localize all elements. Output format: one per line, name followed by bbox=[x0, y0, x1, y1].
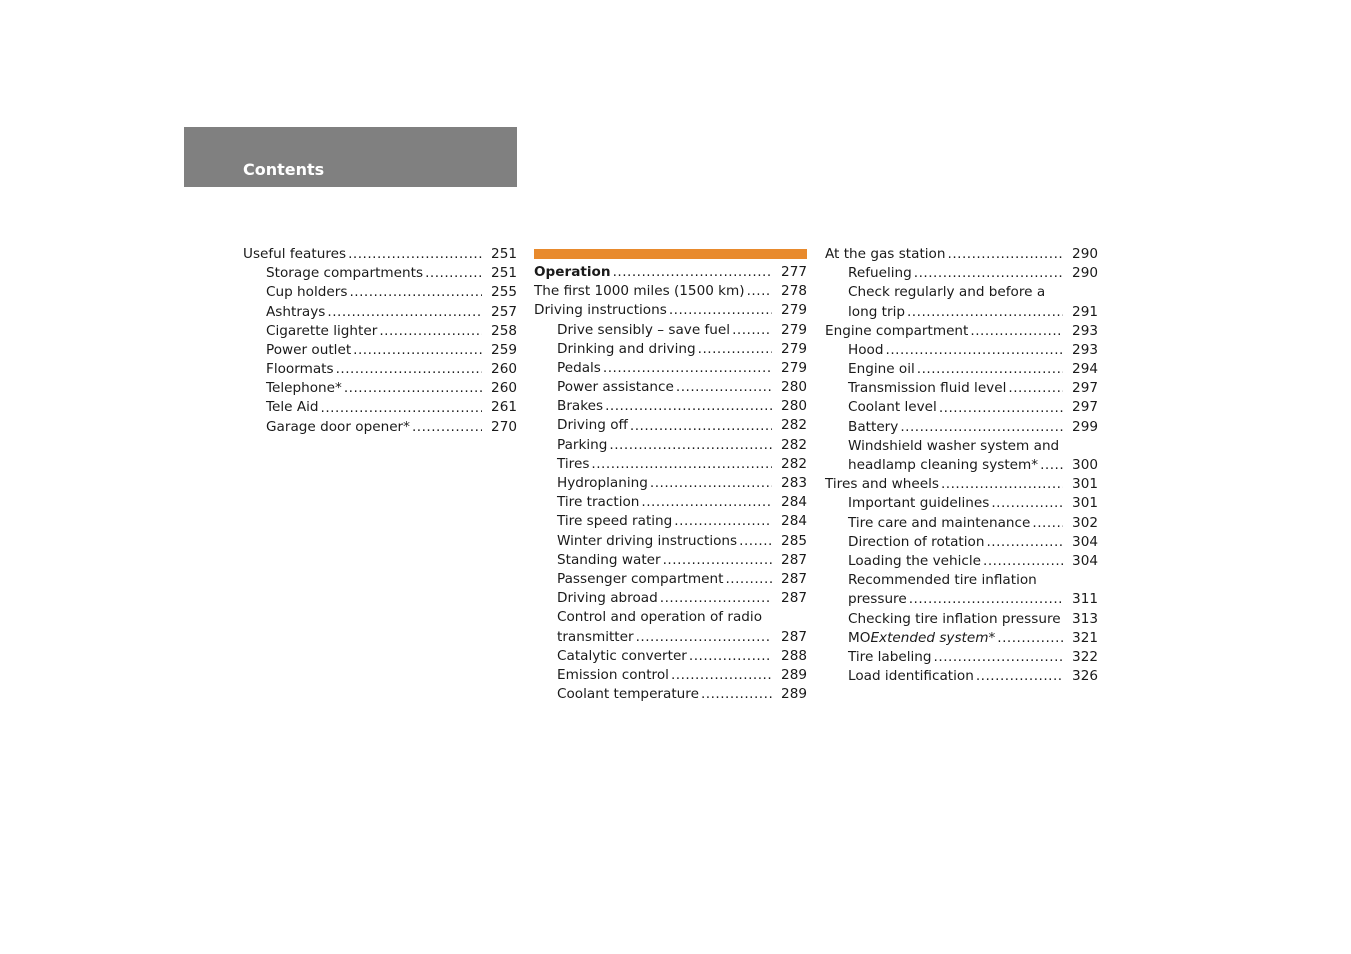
toc-entry[interactable] bbox=[825, 322, 1098, 341]
toc-entry[interactable] bbox=[534, 608, 807, 627]
toc-entry-label: Driving abroad bbox=[557, 590, 658, 607]
toc-entry-label: Cigarette lighter bbox=[266, 322, 378, 339]
toc-entry[interactable] bbox=[534, 417, 807, 436]
toc-leader-dots bbox=[636, 628, 772, 647]
toc-entry-label: Catalytic converter bbox=[557, 647, 687, 664]
toc-leader-dots bbox=[425, 264, 482, 283]
toc-entry-page: 299 bbox=[1072, 418, 1098, 435]
toc-entry-label: Engine oil bbox=[848, 361, 915, 378]
toc-entry-label: Operation bbox=[534, 263, 611, 280]
toc-leader-dots bbox=[914, 264, 1063, 283]
toc-leader-dots bbox=[609, 436, 772, 455]
toc-entry-page: 251 bbox=[491, 245, 517, 262]
toc-entry[interactable] bbox=[534, 359, 807, 378]
toc-entry-label: Cup holders bbox=[266, 284, 348, 301]
toc-entry-label: pressure bbox=[848, 591, 907, 608]
toc-entry-page: 279 bbox=[781, 359, 807, 376]
toc-entry-label: Parking bbox=[557, 436, 608, 453]
toc-entry[interactable] bbox=[825, 360, 1098, 379]
header-bar bbox=[184, 127, 517, 187]
toc-entry-page: 321 bbox=[1072, 629, 1098, 646]
toc-entry[interactable] bbox=[243, 264, 517, 283]
toc-entry[interactable] bbox=[825, 283, 1098, 302]
toc-entry-label: Tires bbox=[557, 455, 590, 472]
toc-entry-label: The first 1000 miles (1500 km) bbox=[534, 283, 745, 300]
toc-entry[interactable] bbox=[534, 301, 807, 320]
toc-entry-label: Brakes bbox=[557, 398, 604, 415]
toc-entry[interactable] bbox=[534, 263, 807, 282]
toc-leader-dots bbox=[327, 303, 482, 322]
toc-leader-dots bbox=[886, 341, 1064, 360]
toc-leader-dots bbox=[671, 666, 772, 685]
toc-entry-label: Tire traction bbox=[557, 494, 640, 511]
toc-entry[interactable] bbox=[534, 589, 807, 608]
toc-leader-dots bbox=[321, 399, 482, 418]
toc-entry-label: Pedals bbox=[557, 359, 601, 376]
toc-leader-dots bbox=[698, 340, 772, 359]
toc-entry[interactable] bbox=[534, 436, 807, 455]
toc-leader-dots bbox=[997, 629, 1063, 648]
toc-entry-label: Telephone* bbox=[266, 380, 342, 397]
toc-leader-dots bbox=[676, 378, 772, 397]
toc-leader-dots bbox=[353, 341, 482, 360]
toc-entry-label: Floormats bbox=[266, 361, 334, 378]
toc-entry[interactable] bbox=[534, 493, 807, 512]
toc-entry-page: 255 bbox=[491, 284, 517, 301]
toc-entry-label: Emission control bbox=[557, 666, 669, 683]
toc-entry-page: 259 bbox=[491, 341, 517, 358]
section-accent-bar bbox=[534, 249, 807, 259]
toc-entry-page: 251 bbox=[491, 265, 517, 282]
toc-entry-label: Refueling bbox=[848, 265, 912, 282]
toc-leader-dots bbox=[641, 493, 772, 512]
toc-entry-label: Driving instructions bbox=[534, 302, 667, 319]
toc-leader-dots bbox=[1032, 514, 1063, 533]
toc-leader-dots bbox=[900, 418, 1063, 437]
toc-leader-dots bbox=[348, 245, 482, 264]
toc-entry-page: 289 bbox=[781, 666, 807, 683]
toc-entry-page: 293 bbox=[1072, 341, 1098, 358]
toc-entry[interactable] bbox=[534, 628, 807, 647]
toc-entry-label: Drinking and driving bbox=[557, 340, 696, 357]
toc-entry-label: Drive sensibly – save fuel bbox=[557, 321, 731, 338]
toc-entry[interactable] bbox=[534, 647, 807, 666]
toc-entry[interactable] bbox=[534, 378, 807, 397]
toc-entry-page: 261 bbox=[491, 399, 517, 416]
toc-leader-dots bbox=[689, 647, 772, 666]
toc-entry-page: 282 bbox=[781, 436, 807, 453]
toc-entry[interactable] bbox=[825, 379, 1098, 398]
toc-entry[interactable] bbox=[243, 283, 517, 302]
toc-entry[interactable] bbox=[534, 666, 807, 685]
toc-entry-label: Windshield washer system and bbox=[848, 437, 1060, 454]
toc-column-1 bbox=[243, 245, 517, 437]
toc-leader-dots bbox=[917, 360, 1063, 379]
toc-leader-dots bbox=[948, 245, 1064, 264]
toc-entry-page: 258 bbox=[491, 322, 517, 339]
toc-entry-label: Power outlet bbox=[266, 341, 352, 358]
toc-entry[interactable] bbox=[534, 685, 807, 704]
toc-entry[interactable] bbox=[243, 341, 517, 360]
toc-entry-label: Tire care and maintenance bbox=[848, 514, 1031, 531]
toc-entry-page: 297 bbox=[1072, 399, 1098, 416]
toc-entry[interactable] bbox=[825, 610, 1098, 629]
toc-entry-label: Driving off bbox=[557, 417, 628, 434]
toc-entry-label: Hood bbox=[848, 341, 884, 358]
toc-entry-label-italic: Extended system bbox=[870, 629, 989, 646]
toc-leader-dots bbox=[603, 359, 772, 378]
toc-entry-page: 282 bbox=[781, 417, 807, 434]
toc-entry-label-suffix: * bbox=[988, 629, 996, 646]
toc-entry[interactable] bbox=[825, 475, 1098, 494]
toc-entry-page: 300 bbox=[1072, 457, 1098, 474]
toc-entry-page: 287 bbox=[781, 628, 807, 645]
toc-entry-label: Check regularly and before a bbox=[848, 284, 1046, 301]
toc-entry[interactable] bbox=[243, 418, 517, 437]
toc-leader-dots bbox=[663, 551, 772, 570]
toc-entry[interactable] bbox=[825, 303, 1098, 322]
toc-entry[interactable] bbox=[825, 552, 1098, 571]
toc-leader-dots bbox=[939, 399, 1063, 418]
toc-entry[interactable] bbox=[243, 303, 517, 322]
toc-entry-page: 289 bbox=[781, 686, 807, 703]
toc-entry-page: 279 bbox=[781, 340, 807, 357]
toc-entry[interactable] bbox=[825, 399, 1098, 418]
toc-entry-label: Important guidelines bbox=[848, 495, 990, 512]
toc-entry[interactable] bbox=[825, 437, 1098, 456]
toc-entry[interactable] bbox=[825, 456, 1098, 475]
toc-entry-page: 270 bbox=[491, 418, 517, 435]
toc-entry-page: 297 bbox=[1072, 380, 1098, 397]
toc-entry-page: 280 bbox=[781, 379, 807, 396]
toc-leader-dots bbox=[941, 475, 1063, 494]
toc-entry-page: 290 bbox=[1072, 245, 1098, 262]
toc-entry-label: Useful features bbox=[243, 245, 347, 262]
toc-entry-page: 301 bbox=[1072, 476, 1098, 493]
toc-entry-page: 279 bbox=[781, 321, 807, 338]
toc-leader-dots bbox=[907, 303, 1063, 322]
toc-entry-label: Ashtrays bbox=[266, 303, 326, 320]
toc-entry-label: Control and operation of radio bbox=[557, 609, 763, 626]
page-title: Contents bbox=[243, 160, 325, 179]
toc-entry-label: Coolant temperature bbox=[557, 686, 699, 703]
toc-entry[interactable] bbox=[825, 590, 1098, 609]
toc-entry-label: Passenger compartment bbox=[557, 570, 724, 587]
toc-column-2 bbox=[534, 263, 807, 704]
toc-entry-page: 278 bbox=[781, 283, 807, 300]
toc-leader-dots bbox=[1008, 379, 1063, 398]
toc-entry[interactable] bbox=[534, 474, 807, 493]
toc-entry-page: 311 bbox=[1072, 591, 1098, 608]
toc-entry[interactable] bbox=[534, 397, 807, 416]
toc-entry-label: Checking tire inflation pressure bbox=[848, 610, 1061, 627]
toc-entry-page: 313 bbox=[1072, 610, 1098, 627]
toc-entry-page: 257 bbox=[491, 303, 517, 320]
toc-entry[interactable] bbox=[825, 648, 1098, 667]
toc-leader-dots bbox=[349, 283, 482, 302]
toc-entry-page: 287 bbox=[781, 551, 807, 568]
toc-entry-label: Direction of rotation bbox=[848, 533, 985, 550]
toc-entry-label bbox=[848, 629, 995, 648]
toc-entry-page: 283 bbox=[781, 475, 807, 492]
toc-leader-dots bbox=[669, 301, 772, 320]
toc-entry-page: 302 bbox=[1072, 514, 1098, 531]
toc-entry-page: 279 bbox=[781, 302, 807, 319]
toc-entry-label: long trip bbox=[848, 303, 905, 320]
toc-entry[interactable] bbox=[534, 570, 807, 589]
toc-leader-dots bbox=[909, 590, 1063, 609]
toc-leader-dots bbox=[591, 455, 772, 474]
toc-entry-label: Winter driving instructions bbox=[557, 532, 738, 549]
toc-entry[interactable] bbox=[243, 360, 517, 379]
toc-entry-page: 294 bbox=[1072, 361, 1098, 378]
toc-entry[interactable] bbox=[825, 629, 1098, 648]
toc-entry[interactable] bbox=[243, 245, 517, 264]
toc-leader-dots bbox=[660, 589, 772, 608]
toc-entry-page: 282 bbox=[781, 455, 807, 472]
toc-leader-dots bbox=[983, 552, 1063, 571]
toc-entry[interactable] bbox=[825, 571, 1098, 590]
toc-entry-page: 285 bbox=[781, 532, 807, 549]
toc-entry[interactable] bbox=[825, 341, 1098, 360]
toc-entry-label: Battery bbox=[848, 418, 899, 435]
toc-leader-dots bbox=[379, 322, 482, 341]
toc-entry-label: Tire labeling bbox=[848, 648, 932, 665]
toc-entry-label: Tire speed rating bbox=[557, 513, 673, 530]
toc-leader-dots bbox=[970, 322, 1063, 341]
toc-entry-label-prefix: MO bbox=[848, 629, 871, 646]
toc-entry[interactable] bbox=[825, 494, 1098, 513]
toc-entry-page: 277 bbox=[781, 263, 807, 280]
toc-leader-dots bbox=[747, 282, 772, 301]
toc-entry-label: At the gas station bbox=[825, 245, 946, 262]
toc-leader-dots bbox=[650, 474, 772, 493]
toc-entry[interactable] bbox=[825, 245, 1098, 264]
toc-entry[interactable] bbox=[243, 379, 517, 398]
toc-entry-page: 284 bbox=[781, 494, 807, 511]
toc-entry-page: 301 bbox=[1072, 495, 1098, 512]
toc-entry[interactable] bbox=[534, 321, 807, 340]
toc-leader-dots bbox=[674, 512, 772, 531]
toc-entry-label: Power assistance bbox=[557, 379, 674, 396]
toc-entry-page: 287 bbox=[781, 570, 807, 587]
toc-entry[interactable] bbox=[534, 455, 807, 474]
toc-leader-dots bbox=[613, 263, 772, 282]
toc-entry-page: 260 bbox=[491, 380, 517, 397]
toc-entry-label: headlamp cleaning system* bbox=[848, 457, 1039, 474]
toc-entry-page: 304 bbox=[1072, 552, 1098, 569]
toc-entry-label: Recommended tire inflation bbox=[848, 572, 1037, 589]
toc-entry-label: Tires and wheels bbox=[825, 476, 939, 493]
toc-entry[interactable] bbox=[825, 667, 1098, 686]
toc-entry-page: 288 bbox=[781, 647, 807, 664]
toc-entry-page: 280 bbox=[781, 398, 807, 415]
toc-entry-page: 287 bbox=[781, 590, 807, 607]
toc-entry-page: 260 bbox=[491, 361, 517, 378]
toc-entry[interactable] bbox=[825, 418, 1098, 437]
toc-leader-dots bbox=[605, 397, 772, 416]
toc-entry-label: Coolant level bbox=[848, 399, 937, 416]
toc-entry-label: Storage compartments bbox=[266, 265, 424, 282]
toc-leader-dots bbox=[991, 494, 1063, 513]
toc-entry[interactable] bbox=[534, 512, 807, 531]
toc-entry-page: 326 bbox=[1072, 668, 1098, 685]
toc-entry[interactable] bbox=[243, 322, 517, 341]
toc-leader-dots bbox=[739, 532, 772, 551]
toc-column-3 bbox=[825, 245, 1098, 686]
toc-entry-page: 304 bbox=[1072, 533, 1098, 550]
toc-entry-label: Load identification bbox=[848, 668, 974, 685]
toc-leader-dots bbox=[701, 685, 772, 704]
toc-leader-dots bbox=[336, 360, 482, 379]
toc-entry[interactable] bbox=[534, 551, 807, 570]
toc-leader-dots bbox=[412, 418, 482, 437]
toc-leader-dots bbox=[976, 667, 1063, 686]
toc-entry-page: 291 bbox=[1072, 303, 1098, 320]
toc-entry-label: transmitter bbox=[557, 628, 634, 645]
toc-entry-page: 293 bbox=[1072, 322, 1098, 339]
toc-entry-label: Transmission fluid level bbox=[848, 380, 1007, 397]
toc-entry-label: Standing water bbox=[557, 551, 661, 568]
toc-entry-label: Engine compartment bbox=[825, 322, 969, 339]
toc-entry-label: Garage door opener* bbox=[266, 418, 410, 435]
toc-entry[interactable] bbox=[825, 264, 1098, 283]
toc-entry-label: Tele Aid bbox=[266, 399, 319, 416]
toc-entry[interactable] bbox=[534, 282, 807, 301]
toc-entry-label: Hydroplaning bbox=[557, 475, 648, 492]
toc-entry[interactable] bbox=[534, 532, 807, 551]
toc-entry[interactable] bbox=[825, 533, 1098, 552]
toc-entry[interactable] bbox=[534, 340, 807, 359]
toc-leader-dots bbox=[986, 533, 1063, 552]
toc-leader-dots bbox=[732, 321, 772, 340]
toc-leader-dots bbox=[934, 648, 1063, 667]
toc-entry[interactable] bbox=[243, 399, 517, 418]
toc-entry-label: Loading the vehicle bbox=[848, 552, 981, 569]
toc-leader-dots bbox=[725, 570, 772, 589]
toc-entry[interactable] bbox=[825, 514, 1098, 533]
toc-entry-page: 322 bbox=[1072, 648, 1098, 665]
toc-entry-page: 290 bbox=[1072, 265, 1098, 282]
toc-leader-dots bbox=[344, 379, 482, 398]
toc-entry-page: 284 bbox=[781, 513, 807, 530]
toc-leader-dots bbox=[630, 417, 772, 436]
toc-leader-dots bbox=[1040, 456, 1063, 475]
